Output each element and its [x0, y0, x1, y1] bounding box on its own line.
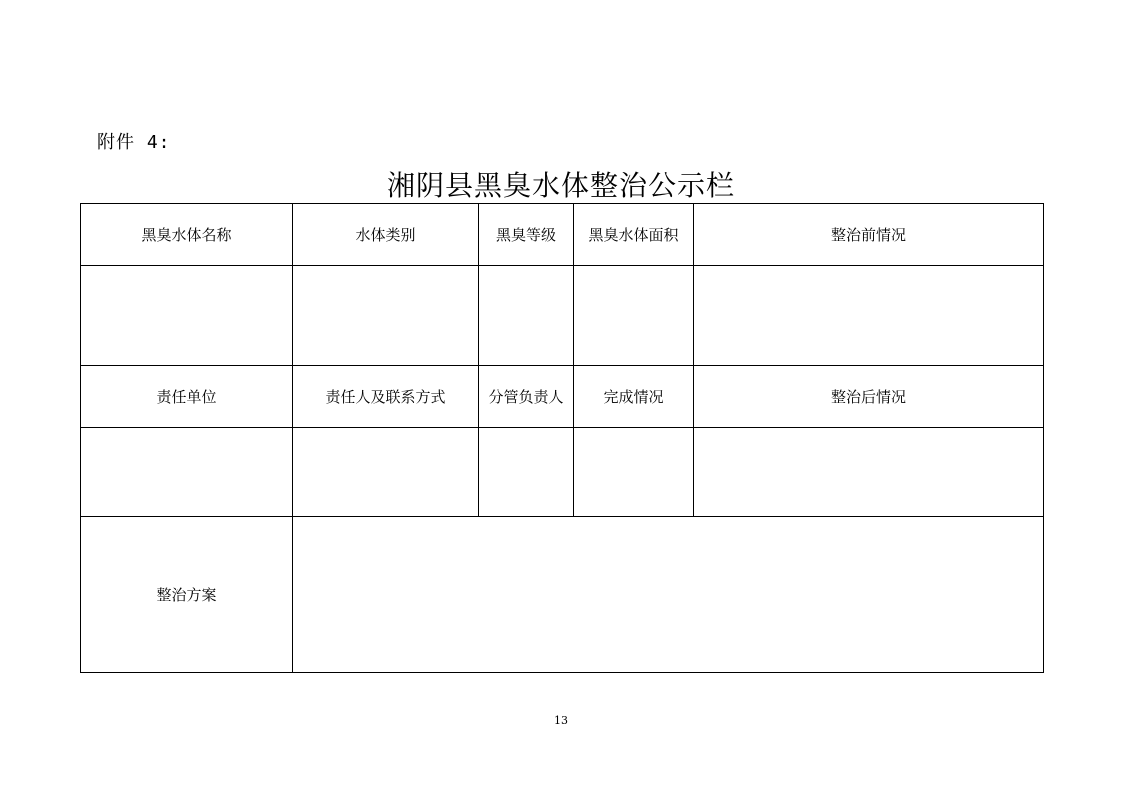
header-cell-before-treatment: 整治前情况 — [694, 204, 1044, 266]
header-cell-water-body-name: 黑臭水体名称 — [81, 204, 293, 266]
value-cell-responsible-person-contact — [293, 428, 479, 517]
page-title: 湘阴县黑臭水体整治公示栏 — [386, 169, 735, 202]
value-cell-completion-status — [574, 428, 694, 517]
value-cell-water-body-name — [81, 266, 293, 366]
header-cell-water-body-category: 水体类别 — [293, 204, 479, 266]
value-cell-responsible-unit — [81, 428, 293, 517]
header-row-2 — [81, 366, 1044, 428]
value-cell-water-body-area — [574, 266, 694, 366]
value-row-1 — [81, 266, 1044, 366]
header-row-1 — [81, 204, 1044, 266]
value-cell-before-treatment — [694, 266, 1044, 366]
value-cell-odor-level — [479, 266, 574, 366]
header-cell-water-body-area: 黑臭水体面积 — [574, 204, 694, 266]
value-cell-water-body-category — [293, 266, 479, 366]
value-cell-after-treatment — [694, 428, 1044, 517]
header-cell-after-treatment: 整治后情况 — [694, 366, 1044, 428]
header-cell-supervising-leader: 分管负责人 — [479, 366, 574, 428]
plan-value-cell — [293, 517, 1044, 673]
plan-row — [81, 517, 1044, 673]
header-cell-responsible-unit: 责任单位 — [81, 366, 293, 428]
header-cell-odor-level: 黑臭等级 — [479, 204, 574, 266]
publicity-table — [80, 203, 1044, 673]
header-cell-completion-status: 完成情况 — [574, 366, 694, 428]
plan-label-cell: 整治方案 — [81, 517, 293, 673]
value-cell-supervising-leader — [479, 428, 574, 517]
value-row-2 — [81, 428, 1044, 517]
header-cell-responsible-person-contact: 责任人及联系方式 — [293, 366, 479, 428]
attachment-label: 附件 4: — [97, 132, 171, 153]
page-number: 13 — [554, 714, 568, 727]
